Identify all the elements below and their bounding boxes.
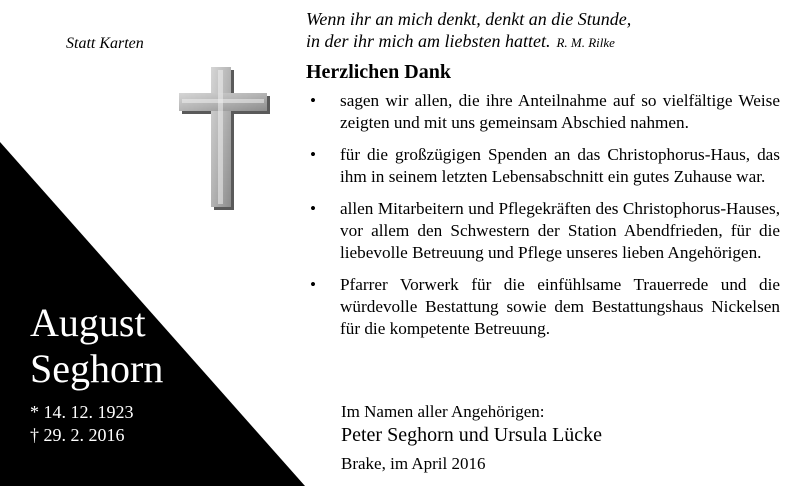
list-item (306, 198, 780, 264)
rilke-quote (306, 8, 786, 54)
last-name: Seghorn (30, 346, 164, 391)
quote-line-2 (306, 30, 786, 54)
bullet-icon: • (309, 145, 317, 164)
list-item-text: sagen wir allen, die ihre Anteilnahme auf so vielfältige Weise zeigten und mit uns gemeinsam Abschied nahmen. (340, 91, 780, 132)
thanks-list (306, 90, 780, 350)
quote-author: R. M. Rilke (556, 35, 615, 50)
bullet-icon: • (309, 275, 317, 294)
bullet-icon: • (309, 199, 317, 218)
list-item-text: Pfarrer Vorwerk für die einfühlsame Trauerrede und die würdevolle Bestattung sowie dem Bestattungshaus Nickelsen für die kompetente Betreuung. (340, 275, 780, 338)
place-date: Brake, im April 2016 (341, 454, 486, 473)
list-item-text: allen Mitarbeitern und Pflegekräften des Christophorus-Hauses, vor allem den Schwestern der Station Abendfrieden, für die liebevolle Betreuung und Pflege unseres lieben Angehörigen. (340, 199, 780, 262)
birth-date: * 14. 12. 1923 (30, 402, 134, 422)
list-item (306, 274, 780, 340)
quote-line-1: Wenn ihr an mich denkt, denkt an die Stunde, (306, 9, 632, 29)
thanks-heading: Herzlichen Dank (306, 61, 451, 83)
list-item (306, 144, 780, 188)
list-item-text: für die großzügigen Spenden an das Christophorus-Haus, das ihm in seinem letzten Lebensabschnitt ein gutes Zuhause war. (340, 145, 780, 186)
life-dates (30, 401, 134, 447)
quote-line-2-text: in der ihr mich am liebsten hattet. (306, 31, 551, 51)
first-name: August (30, 300, 146, 345)
list-item (306, 90, 780, 134)
deceased-name (30, 300, 163, 392)
bullet-icon: • (309, 91, 317, 110)
death-date: † 29. 2. 2016 (30, 425, 125, 445)
cross-icon (178, 66, 270, 212)
signature-names: Peter Seghorn und Ursula Lücke (341, 424, 603, 446)
signature-intro: Im Namen aller Angehörigen: (341, 402, 545, 421)
statt-karten-label: Statt Karten (66, 35, 144, 52)
